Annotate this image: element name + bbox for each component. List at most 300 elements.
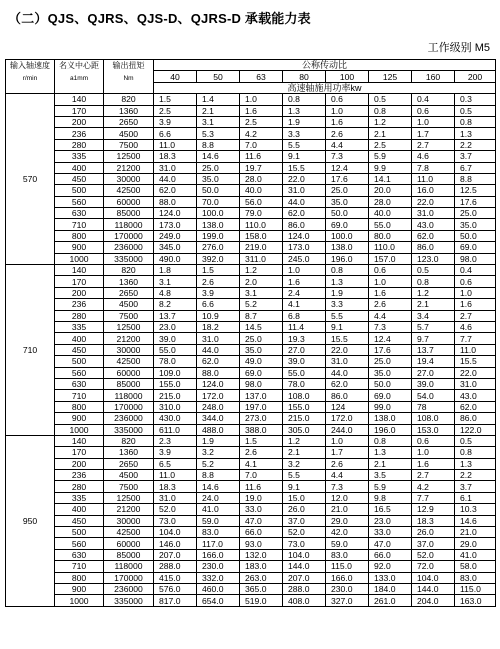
center-distance-cell: 800: [55, 230, 104, 241]
center-distance-cell: 500: [55, 356, 104, 367]
center-distance-cell: 280: [55, 481, 104, 492]
torque-cell: 4500: [104, 470, 154, 481]
power-value-cell: 124: [326, 401, 369, 412]
center-distance-cell: 280: [55, 139, 104, 150]
power-value-cell: 13.7: [154, 310, 197, 321]
power-value-cell: 88.0: [154, 196, 197, 207]
power-value-cell: 33.0: [369, 527, 412, 538]
power-value-cell: 4.2: [240, 128, 283, 139]
power-value-cell: 1.2: [240, 265, 283, 276]
power-value-cell: 1.3: [455, 458, 496, 469]
power-value-cell: 1.6: [412, 458, 455, 469]
power-value-cell: 21.0: [326, 504, 369, 515]
center-distance-cell: 900: [55, 583, 104, 594]
torque-header-label: 输出扭矩: [112, 61, 145, 70]
power-value-cell: 245.0: [283, 253, 326, 264]
torque-header: [104, 60, 154, 94]
power-value-cell: 12.4: [326, 162, 369, 173]
power-value-cell: 1.6: [240, 105, 283, 116]
power-value-cell: 8.8: [197, 470, 240, 481]
power-value-cell: 12.5: [455, 185, 496, 196]
power-value-cell: 50.0: [197, 185, 240, 196]
power-value-cell: 69.0: [455, 242, 496, 253]
power-value-cell: 55.0: [283, 367, 326, 378]
power-value-cell: 166.0: [197, 549, 240, 560]
center-distance-cell: 335: [55, 321, 104, 332]
power-value-cell: 172.0: [326, 413, 369, 424]
center-distance-cell: 200: [55, 458, 104, 469]
power-value-cell: 9.1: [283, 151, 326, 162]
power-value-cell: 1.6: [369, 287, 412, 298]
power-value-cell: 157.0: [369, 253, 412, 264]
power-title: 高速轴施用功率kw: [154, 82, 496, 93]
table-title: （二）QJS、QJRS、QJS-D、QJRS-D 承载能力表: [8, 11, 311, 26]
power-value-cell: 39.0: [154, 333, 197, 344]
torque-cell: 2650: [104, 116, 154, 127]
center-distance-cell: 900: [55, 413, 104, 424]
power-value-cell: 7.3: [369, 321, 412, 332]
power-value-cell: 138.0: [369, 413, 412, 424]
power-value-cell: 78.0: [154, 356, 197, 367]
power-value-cell: 2.5: [369, 139, 412, 150]
power-value-cell: 37.0: [412, 538, 455, 549]
power-value-cell: 39.0: [412, 378, 455, 389]
power-value-cell: 22.0: [455, 367, 496, 378]
power-value-cell: 83.0: [326, 549, 369, 560]
power-value-cell: 0.5: [455, 435, 496, 446]
power-value-cell: 196.0: [326, 253, 369, 264]
power-value-cell: 13.7: [412, 344, 455, 355]
power-value-cell: 9.9: [369, 162, 412, 173]
power-value-cell: 49.0: [240, 356, 283, 367]
center-distance-header-unit: a1mm: [69, 75, 89, 82]
torque-cell: 7500: [104, 481, 154, 492]
center-distance-cell: 1000: [55, 424, 104, 435]
power-value-cell: 490.0: [154, 253, 197, 264]
power-value-cell: 5.3: [197, 128, 240, 139]
torque-cell: 335000: [104, 253, 154, 264]
table-row: [6, 595, 496, 606]
power-value-cell: 1.0: [326, 105, 369, 116]
table-row: [6, 527, 496, 538]
power-value-cell: 196.0: [369, 424, 412, 435]
power-value-cell: 31.0: [412, 208, 455, 219]
power-value-cell: 0.5: [369, 94, 412, 105]
torque-cell: 118000: [104, 561, 154, 572]
power-value-cell: 4.1: [283, 299, 326, 310]
torque-cell: 170000: [104, 572, 154, 583]
power-value-cell: 1.5: [240, 435, 283, 446]
table-row: [6, 208, 496, 219]
power-value-cell: 1.0: [455, 287, 496, 298]
power-value-cell: 47.0: [369, 538, 412, 549]
power-value-cell: 1.2: [412, 287, 455, 298]
power-value-cell: 4.4: [369, 310, 412, 321]
power-value-cell: 41.0: [197, 504, 240, 515]
power-value-cell: 230.0: [326, 583, 369, 594]
power-value-cell: 244.0: [326, 424, 369, 435]
power-value-cell: 0.8: [369, 435, 412, 446]
power-value-cell: 27.0: [283, 344, 326, 355]
power-value-cell: 654.0: [197, 595, 240, 606]
torque-cell: 236000: [104, 242, 154, 253]
table-row: [6, 413, 496, 424]
power-value-cell: 39.0: [283, 356, 326, 367]
power-value-cell: 98.0: [240, 378, 283, 389]
power-value-cell: 144.0: [412, 583, 455, 594]
power-value-cell: 7.7: [455, 333, 496, 344]
power-value-cell: 11.0: [412, 173, 455, 184]
table-row: [6, 185, 496, 196]
power-value-cell: 78.0: [283, 378, 326, 389]
input-speed-cell: 710: [6, 265, 55, 436]
power-value-cell: 16.5: [369, 504, 412, 515]
table-row: [6, 424, 496, 435]
torque-cell: 2650: [104, 458, 154, 469]
power-value-cell: 109.0: [154, 367, 197, 378]
table-row: [6, 470, 496, 481]
power-value-cell: 3.2: [283, 458, 326, 469]
power-value-cell: 59.0: [197, 515, 240, 526]
power-value-cell: 0.4: [455, 265, 496, 276]
torque-cell: 30000: [104, 515, 154, 526]
power-value-cell: 9.8: [369, 492, 412, 503]
center-distance-cell: 335: [55, 151, 104, 162]
power-value-cell: 2.1: [283, 447, 326, 458]
center-distance-cell: 236: [55, 299, 104, 310]
power-value-cell: 14.5: [240, 321, 283, 332]
power-value-cell: 2.7: [412, 139, 455, 150]
power-value-cell: 488.0: [197, 424, 240, 435]
table-row: [6, 299, 496, 310]
power-value-cell: 197.0: [240, 401, 283, 412]
power-value-cell: 5.5: [326, 310, 369, 321]
power-value-cell: 15.5: [455, 356, 496, 367]
power-value-cell: 5.2: [197, 458, 240, 469]
power-value-cell: 1.3: [326, 276, 369, 287]
power-value-cell: 44.0: [197, 344, 240, 355]
center-distance-cell: 140: [55, 94, 104, 105]
power-value-cell: 4.1: [240, 458, 283, 469]
power-value-cell: 172.0: [197, 390, 240, 401]
power-value-cell: 3.1: [154, 276, 197, 287]
power-value-cell: 2.1: [197, 105, 240, 116]
table-row: [6, 515, 496, 526]
ratio-title: 公称传动比: [154, 60, 496, 71]
power-value-cell: 5.5: [283, 139, 326, 150]
power-value-cell: 11.4: [283, 321, 326, 332]
power-value-cell: 146.0: [154, 538, 197, 549]
table-row: [6, 105, 496, 116]
power-value-cell: 611.0: [154, 424, 197, 435]
power-value-cell: 24.0: [197, 492, 240, 503]
ratio-header-cell: 200: [455, 71, 496, 82]
center-distance-cell: 1000: [55, 595, 104, 606]
power-value-cell: 56.0: [240, 196, 283, 207]
torque-cell: 4500: [104, 299, 154, 310]
power-value-cell: 124.0: [283, 230, 326, 241]
power-value-cell: 15.5: [283, 162, 326, 173]
power-value-cell: 31.0: [197, 333, 240, 344]
table-row: [6, 162, 496, 173]
power-value-cell: 73.0: [283, 538, 326, 549]
power-value-cell: 311.0: [240, 253, 283, 264]
torque-cell: 2650: [104, 287, 154, 298]
power-value-cell: 8.8: [197, 139, 240, 150]
power-value-cell: 47.0: [240, 515, 283, 526]
center-distance-cell: 500: [55, 185, 104, 196]
power-value-cell: 249.0: [154, 230, 197, 241]
power-value-cell: 29.0: [455, 538, 496, 549]
power-value-cell: 207.0: [154, 549, 197, 560]
power-value-cell: 219.0: [240, 242, 283, 253]
power-value-cell: 6.1: [455, 492, 496, 503]
power-value-cell: 2.5: [240, 116, 283, 127]
power-value-cell: 6.6: [197, 299, 240, 310]
table-row: [6, 321, 496, 332]
table-row: [6, 219, 496, 230]
power-value-cell: 1.0: [412, 116, 455, 127]
power-value-cell: 31.0: [283, 185, 326, 196]
power-value-cell: 31.0: [326, 356, 369, 367]
power-value-cell: 35.0: [197, 173, 240, 184]
power-value-cell: 1.9: [283, 116, 326, 127]
table-row: [6, 356, 496, 367]
power-value-cell: 1.8: [154, 265, 197, 276]
power-value-cell: 25.0: [326, 185, 369, 196]
ratio-header-cell: 125: [369, 71, 412, 82]
power-value-cell: 3.7: [455, 481, 496, 492]
power-value-cell: 7.7: [412, 492, 455, 503]
center-distance-cell: 170: [55, 276, 104, 287]
power-value-cell: 1.6: [283, 276, 326, 287]
power-value-cell: 104.0: [412, 572, 455, 583]
torque-cell: 118000: [104, 390, 154, 401]
power-value-cell: 14.6: [455, 515, 496, 526]
power-value-cell: 138.0: [197, 219, 240, 230]
power-value-cell: 2.1: [369, 128, 412, 139]
torque-cell: 1360: [104, 276, 154, 287]
power-value-cell: 1.3: [369, 447, 412, 458]
power-value-cell: 88.0: [197, 367, 240, 378]
power-value-cell: 0.3: [455, 94, 496, 105]
torque-cell: 85000: [104, 208, 154, 219]
power-value-cell: 69.0: [240, 367, 283, 378]
torque-cell: 21200: [104, 333, 154, 344]
power-value-cell: 20.0: [369, 185, 412, 196]
power-value-cell: 5.5: [283, 470, 326, 481]
power-value-cell: 12.4: [369, 333, 412, 344]
power-value-cell: 2.6: [369, 299, 412, 310]
power-value-cell: 1.7: [326, 447, 369, 458]
power-value-cell: 18.2: [197, 321, 240, 332]
power-value-cell: 50.0: [326, 208, 369, 219]
torque-cell: 1360: [104, 105, 154, 116]
power-value-cell: 1.2: [369, 116, 412, 127]
torque-cell: 42500: [104, 185, 154, 196]
torque-cell: 236000: [104, 413, 154, 424]
power-value-cell: 26.0: [412, 527, 455, 538]
power-value-cell: 0.6: [412, 435, 455, 446]
table-row: [6, 139, 496, 150]
power-value-cell: 8.7: [240, 310, 283, 321]
power-value-cell: 86.0: [455, 413, 496, 424]
power-value-cell: 17.6: [455, 196, 496, 207]
power-value-cell: 62.0: [326, 378, 369, 389]
power-value-cell: 50.0: [455, 230, 496, 241]
table-row: [6, 435, 496, 446]
torque-cell: 820: [104, 435, 154, 446]
power-value-cell: 166.0: [326, 572, 369, 583]
power-value-cell: 25.0: [455, 208, 496, 219]
speed-header-unit: r/min: [22, 75, 38, 82]
power-value-cell: 78: [412, 401, 455, 412]
table-row: [6, 572, 496, 583]
power-value-cell: 108.0: [283, 390, 326, 401]
power-value-cell: 62.0: [283, 208, 326, 219]
power-value-cell: 58.0: [455, 561, 496, 572]
center-distance-cell: 170: [55, 105, 104, 116]
center-distance-cell: 170: [55, 447, 104, 458]
work-grade-label: 工作级别 M5: [427, 42, 490, 54]
torque-cell: 1360: [104, 447, 154, 458]
power-value-cell: 7.8: [412, 162, 455, 173]
power-value-cell: 2.4: [283, 287, 326, 298]
torque-cell: 30000: [104, 344, 154, 355]
power-value-cell: 70.0: [197, 196, 240, 207]
power-value-cell: 9.1: [283, 481, 326, 492]
power-value-cell: 55.0: [369, 219, 412, 230]
table-row: [6, 253, 496, 264]
power-value-cell: 1.0: [326, 435, 369, 446]
torque-cell: 85000: [104, 378, 154, 389]
power-value-cell: 15.0: [283, 492, 326, 503]
center-distance-cell: 800: [55, 572, 104, 583]
power-value-cell: 2.6: [197, 276, 240, 287]
power-value-cell: 23.0: [154, 321, 197, 332]
table-row: [6, 128, 496, 139]
power-value-cell: 0.6: [326, 94, 369, 105]
power-value-cell: 25.0: [197, 162, 240, 173]
power-value-cell: 3.9: [154, 447, 197, 458]
power-value-cell: 3.5: [369, 470, 412, 481]
power-value-cell: 83.0: [455, 572, 496, 583]
power-value-cell: 5.7: [412, 321, 455, 332]
power-value-cell: 83.0: [197, 527, 240, 538]
power-value-cell: 17.6: [369, 344, 412, 355]
power-value-cell: 3.7: [455, 151, 496, 162]
power-value-cell: 92.0: [369, 561, 412, 572]
power-value-cell: 59.0: [326, 538, 369, 549]
torque-cell: 60000: [104, 196, 154, 207]
center-distance-cell: 236: [55, 128, 104, 139]
power-value-cell: 5.9: [369, 151, 412, 162]
power-value-cell: 42.0: [326, 527, 369, 538]
torque-cell: 42500: [104, 356, 154, 367]
power-value-cell: 215.0: [283, 413, 326, 424]
power-value-cell: 261.0: [369, 595, 412, 606]
table-row: [6, 378, 496, 389]
power-value-cell: 388.0: [240, 424, 283, 435]
table-row: [6, 333, 496, 344]
power-value-cell: 73.0: [154, 515, 197, 526]
ratio-header-cell: 40: [154, 71, 197, 82]
torque-header-unit: Nm: [123, 75, 134, 82]
torque-cell: 12500: [104, 151, 154, 162]
power-value-cell: 2.0: [240, 276, 283, 287]
power-value-cell: 11.6: [240, 151, 283, 162]
power-value-cell: 155.0: [154, 378, 197, 389]
power-value-cell: 163.0: [455, 595, 496, 606]
power-value-cell: 100.0: [197, 208, 240, 219]
power-value-cell: 12.0: [326, 492, 369, 503]
power-value-cell: 62.0: [455, 401, 496, 412]
power-value-cell: 3.9: [154, 116, 197, 127]
torque-cell: 42500: [104, 527, 154, 538]
power-value-cell: 52.0: [154, 504, 197, 515]
power-value-cell: 16.0: [412, 185, 455, 196]
table-row: [6, 344, 496, 355]
power-value-cell: 0.5: [455, 105, 496, 116]
power-value-cell: 0.8: [326, 265, 369, 276]
center-distance-cell: 400: [55, 333, 104, 344]
power-value-cell: 3.9: [197, 287, 240, 298]
power-value-cell: 310.0: [154, 401, 197, 412]
power-value-cell: 183.0: [240, 561, 283, 572]
center-distance-cell: 200: [55, 287, 104, 298]
power-value-cell: 327.0: [326, 595, 369, 606]
power-value-cell: 430.0: [154, 413, 197, 424]
power-value-cell: 4.6: [455, 321, 496, 332]
center-distance-cell: 630: [55, 378, 104, 389]
power-value-cell: 66.0: [240, 527, 283, 538]
power-value-cell: 4.8: [154, 287, 197, 298]
power-value-cell: 408.0: [283, 595, 326, 606]
power-value-cell: 3.3: [326, 299, 369, 310]
power-value-cell: 37.0: [283, 515, 326, 526]
power-value-cell: 19.7: [240, 162, 283, 173]
speed-header: [6, 60, 55, 94]
center-distance-cell: 630: [55, 549, 104, 560]
torque-cell: 335000: [104, 595, 154, 606]
power-value-cell: 124.0: [154, 208, 197, 219]
power-value-cell: 69.0: [326, 219, 369, 230]
power-value-cell: 14.6: [197, 151, 240, 162]
torque-cell: 60000: [104, 367, 154, 378]
power-value-cell: 115.0: [326, 561, 369, 572]
power-value-cell: 138.0: [326, 242, 369, 253]
power-value-cell: 4.6: [412, 151, 455, 162]
power-value-cell: 263.0: [240, 572, 283, 583]
power-value-cell: 2.5: [154, 105, 197, 116]
input-speed-cell: 950: [6, 435, 55, 606]
torque-cell: 4500: [104, 128, 154, 139]
power-value-cell: 44.0: [326, 367, 369, 378]
power-value-cell: 0.5: [412, 265, 455, 276]
power-value-cell: 21.0: [455, 527, 496, 538]
power-value-cell: 6.7: [455, 162, 496, 173]
power-value-cell: 1.5: [154, 94, 197, 105]
power-value-cell: 0.6: [412, 105, 455, 116]
power-value-cell: 4.4: [326, 139, 369, 150]
power-value-cell: 3.1: [240, 287, 283, 298]
power-value-cell: 1.5: [197, 265, 240, 276]
power-value-cell: 17.6: [326, 173, 369, 184]
power-value-cell: 2.3: [154, 435, 197, 446]
power-value-cell: 158.0: [240, 230, 283, 241]
center-distance-cell: 500: [55, 527, 104, 538]
power-value-cell: 365.0: [240, 583, 283, 594]
